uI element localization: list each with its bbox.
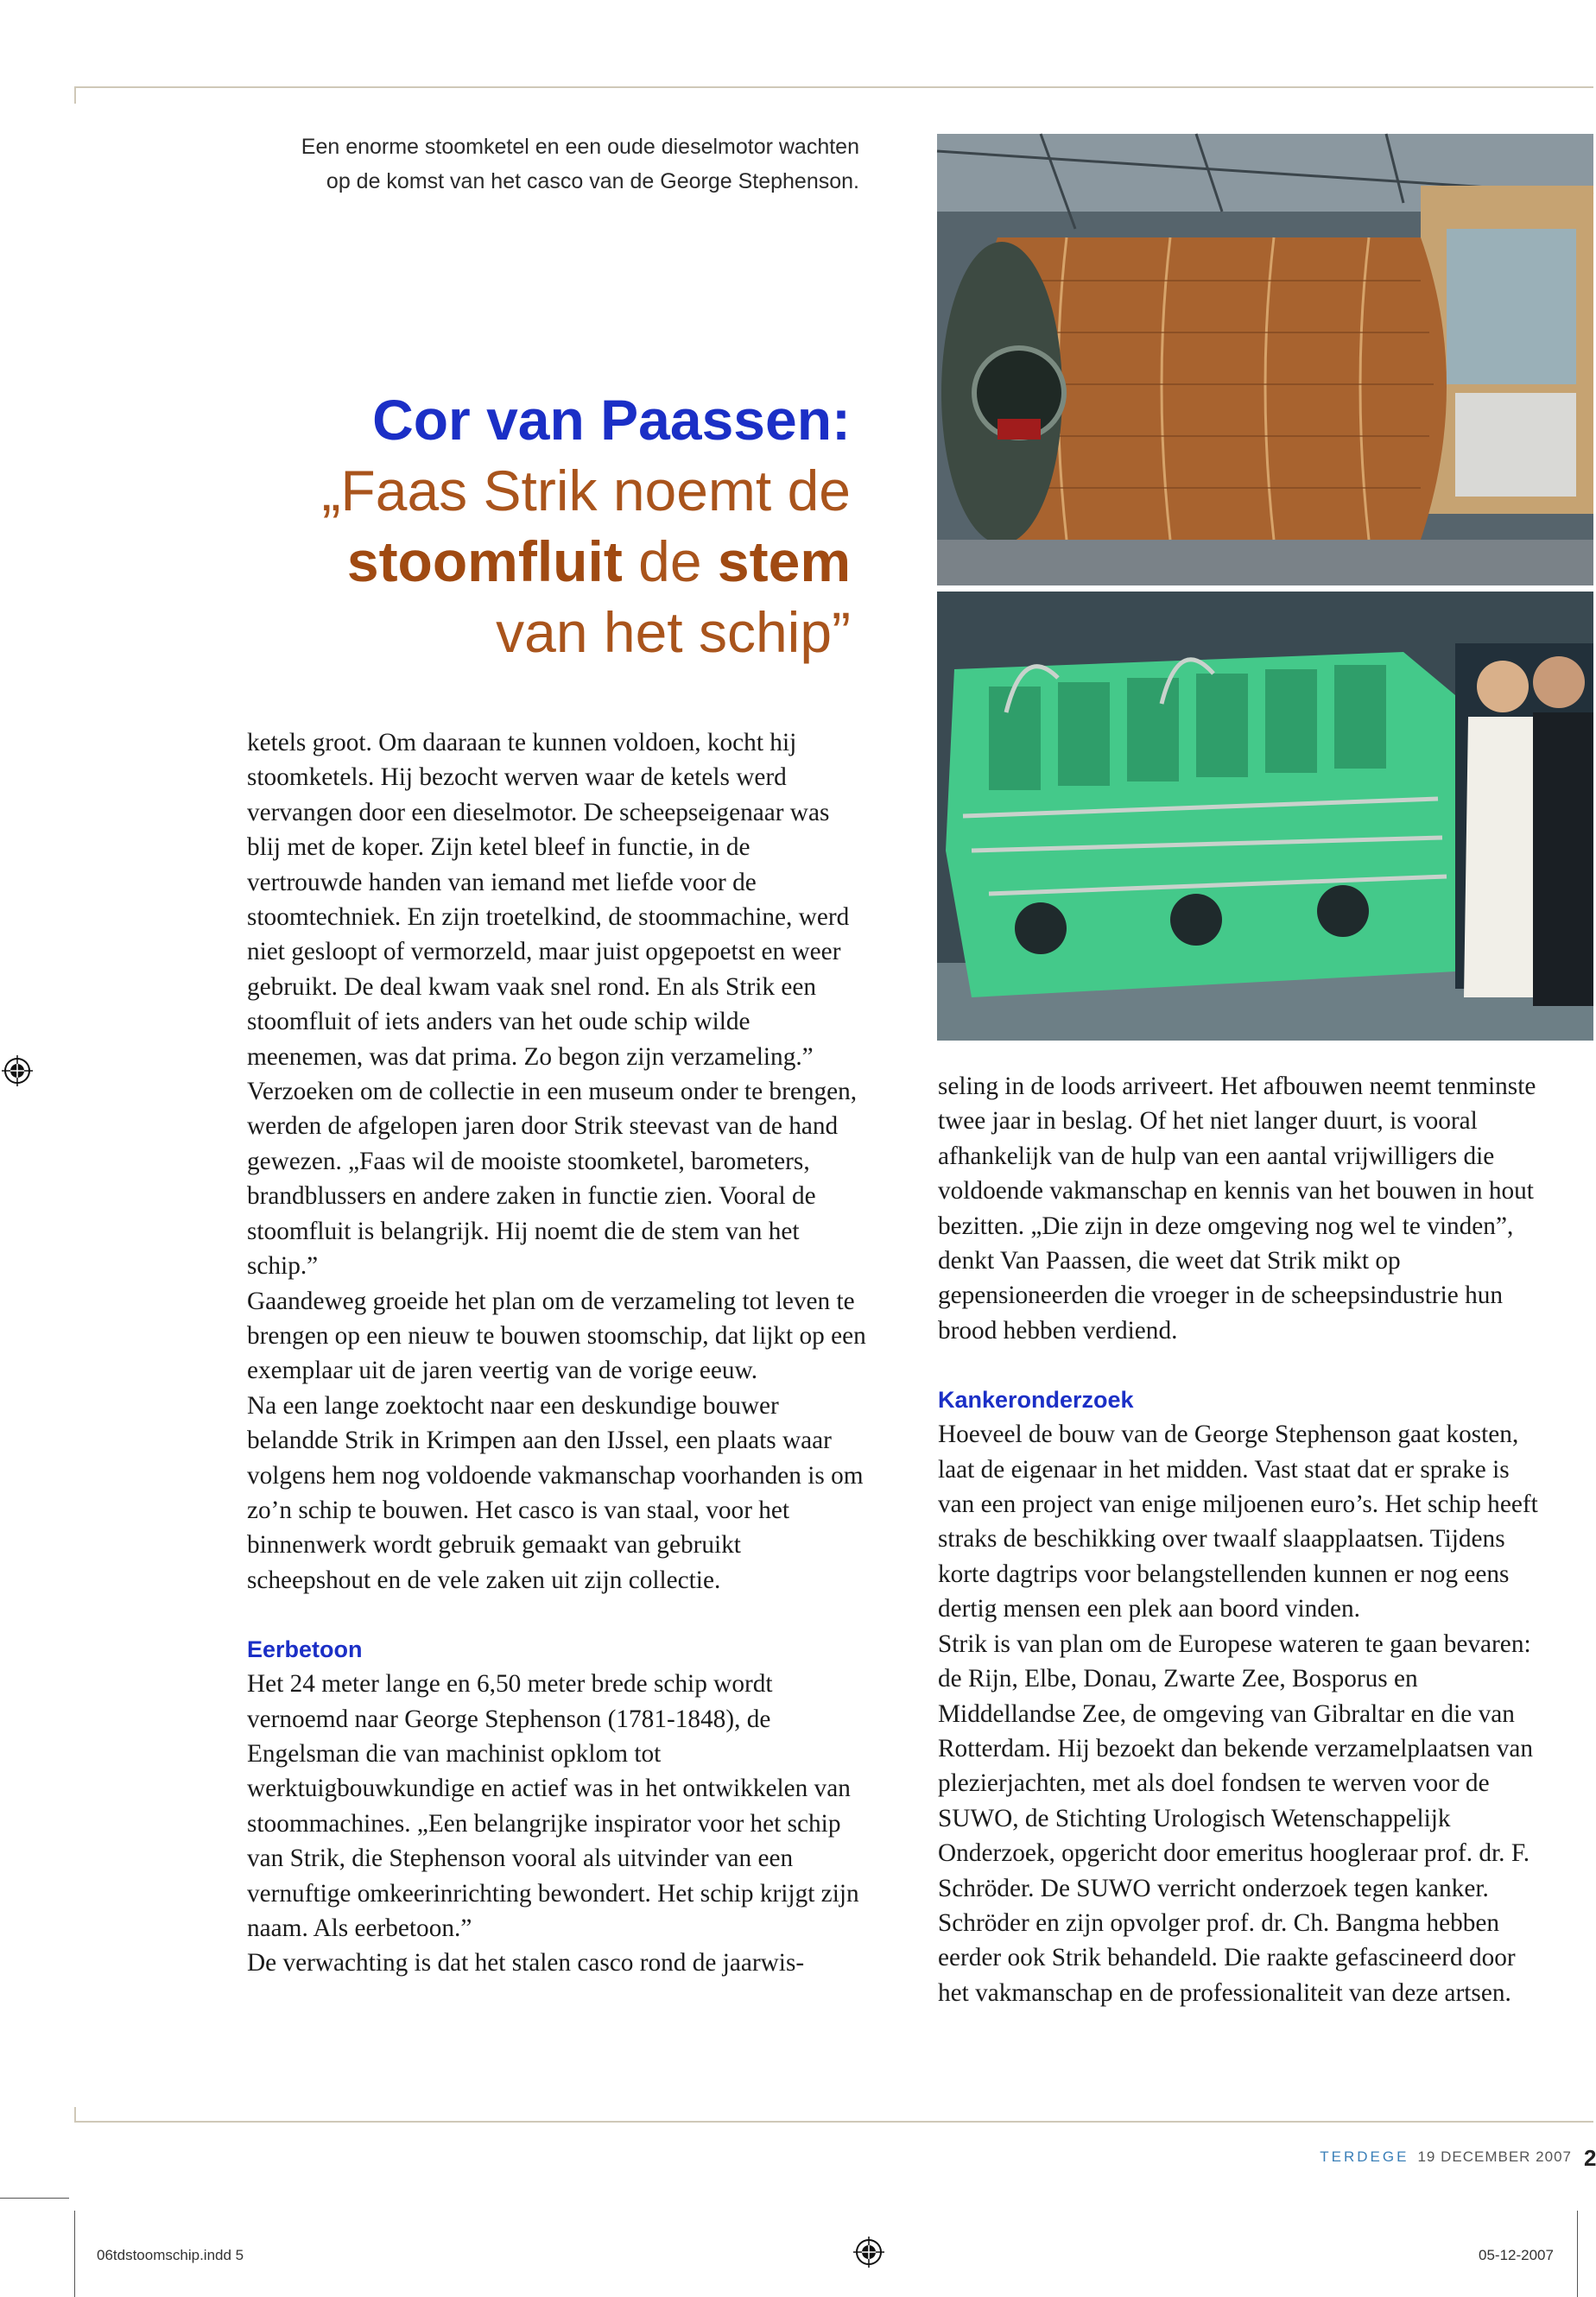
bottom-rule-corner [74, 2107, 76, 2123]
left-paragraph-2: Verzoeken om de collectie in een museum onder te brengen, werden de afgelopen jaren door Strik steevast van de hand gewezen. „Faas wil de mooiste stoomketel, barometers, brandblussers en andere zaken in functie zien. Vooral de stoomfluit is belangrijk. Hij noemt die de stem van het schip.” [247, 1078, 858, 1281]
slug-date: 05-12-2007 [1479, 2247, 1554, 2263]
registration-mark-bottom-icon [853, 2237, 884, 2268]
registration-mark-left-icon [2, 1055, 33, 1086]
footer-date: 19 DECEMBER 2007 [1417, 2148, 1572, 2165]
headline-word-stem: stem [717, 529, 851, 593]
photo-caption [216, 130, 859, 199]
right-paragraph-2: Hoeveel de bouw van de George Stephenson gaat kosten, laat de eigenaar in het midden. Vast staat dat er sprake is van een project van enige miljoenen euro’s. Het schip heeft straks de beschikking over twaalf slaapplaatsen. Tijdens korte dagtrips voor belangstellenden kunnen er nog eens dertig mensen een plek aan boord vinden. [938, 1421, 1538, 1623]
crop-mark-right-v [1577, 2211, 1578, 2297]
headline-line-2: „Faas Strik noemt de [321, 459, 851, 522]
headline-line-4: van het schip” [496, 600, 851, 664]
headline-line-3 [225, 526, 851, 597]
photo-steam-boiler [937, 134, 1593, 585]
right-paragraph-3: Strik is van plan om de Europese wateren te gaan bevaren: de Rijn, Elbe, Donau, Zwarte Zee, Bosporus en Middellandse Zee, de omgeving van Gibraltar en die van Rotterdam. Hij bezoekt dan bekende verzamelplaatsen van plezierjachten, met als doel fondsen te werven voor de SUWO, de Stichting Urologisch Wetenschappelijk Onderzoek, opgericht door emeritus hoogleraar prof. dr. F. Schröder. De SUWO verricht onderzoek tegen kanker. Schröder en zijn opvolger prof. dr. Ch. Bangma hebben eerder ook Strik behandeld. Die raakte gefascineerd door het vakmanschap en de professionaliteit van deze artsen. [938, 1629, 1534, 2007]
left-paragraph-3: Gaandeweg groeide het plan om de verzameling tot leven te brengen op een nieuw te bouwen stoomschip, dat lijkt op een exemplaar uit de jaren veertig van de vorige eeuw. [247, 1287, 866, 1385]
subhead-eerbetoon: Eerbetoon [247, 1636, 363, 1663]
steam-boiler-illustration [937, 134, 1593, 585]
right-text-column [938, 1069, 1542, 2010]
footer-brand: TERDEGE [1320, 2148, 1409, 2165]
left-text-column [247, 725, 869, 1981]
photo-diesel-engine [937, 592, 1593, 1041]
running-footer [1313, 2148, 1572, 2166]
left-paragraph-6: De verwachting is dat het stalen casco rond de jaarwis- [247, 1949, 805, 1977]
top-rule-corner [74, 86, 76, 104]
headline-word-stoomfluit: stoomfluit [346, 529, 623, 593]
headline [225, 384, 851, 668]
right-paragraph-1: seling in de loods arriveert. Het afbouwen neemt tenminste twee jaar in beslag. Of het niet langer duurt, is vooral afhankelijk van de hulp van een aantal vrijwilligers die voldoende vakmanschap en kennis van het bouwen in hout bezitten. „Die zijn in deze omgeving nog wel te vinden”, denkt Van Paassen, die weet dat Strik mikt op gepensioneerden die vroeger in de scheepsindustrie hun brood hebben verdiend. [938, 1073, 1536, 1345]
top-rule [74, 86, 1593, 88]
bottom-rule [74, 2121, 1593, 2123]
left-paragraph-4: Na een lange zoektocht naar een deskundige bouwer belandde Strik in Krimpen aan den IJssel, een plaats waar volgens hem nog voldoende vakmanschap voorhanden is om zo’n schip te bouwen. Het casco is van staal, voor het binnenwerk wordt gebruik gemaakt van gebruikt scheepshout en de vele zaken uit zijn collectie. [247, 1391, 864, 1594]
crop-mark-left-v [74, 2211, 75, 2297]
left-paragraph-1: ketels groot. Om daaraan te kunnen voldoen, kocht hij stoomketels. Hij bezocht werven waar de ketels werd vervangen door een dieselmotor. De scheepseigenaar was blij met de koper. Zijn ketel bleef in functie, in de vertrouwde handen van iemand met liefde voor de stoomtechniek. En zijn troetelkind, de stoommachine, werd niet gesloopt of vermorzeld, maar juist opgepoetst en weer gebruikt. De deal kwam vaak snel rond. En als Strik een stoomfluit of iets anders van het oude schip wilde meenemen, was dat prima. Zo begon zijn verzameling.” [247, 729, 850, 1071]
slug-filename: 06tdstoomschip.indd 5 [97, 2247, 244, 2263]
headline-name: Cor van Paassen: [372, 388, 851, 452]
right-spacer [938, 1348, 1542, 1383]
page-number: 2 [1584, 2145, 1596, 2171]
headline-word-de: de [638, 529, 702, 593]
subhead-kankeronderzoek: Kankeronderzoek [938, 1387, 1134, 1414]
diesel-engine-illustration [937, 592, 1593, 1041]
left-spacer [247, 1598, 869, 1632]
crop-mark-left [0, 2198, 69, 2199]
caption-line-1: Een enorme stoomketel en een oude dieselmotor wachten [301, 135, 859, 159]
left-paragraph-5: Het 24 meter lange en 6,50 meter brede schip wordt vernoemd naar George Stephenson (1781-1848), de Engelsman die van machinist opklom tot werktuigbouwkundige en actief was in het ontwikkelen van stoommachines. „Een belangrijke inspirator voor het schip van Strik, die Stephenson vooral als uitvinder van een vernuftige omkeerinrichting bewondert. Het schip krijgt zijn naam. Als eerbetoon.” [247, 1670, 859, 1942]
caption-line-2: op de komst van het casco van de George Stephenson. [326, 169, 859, 193]
